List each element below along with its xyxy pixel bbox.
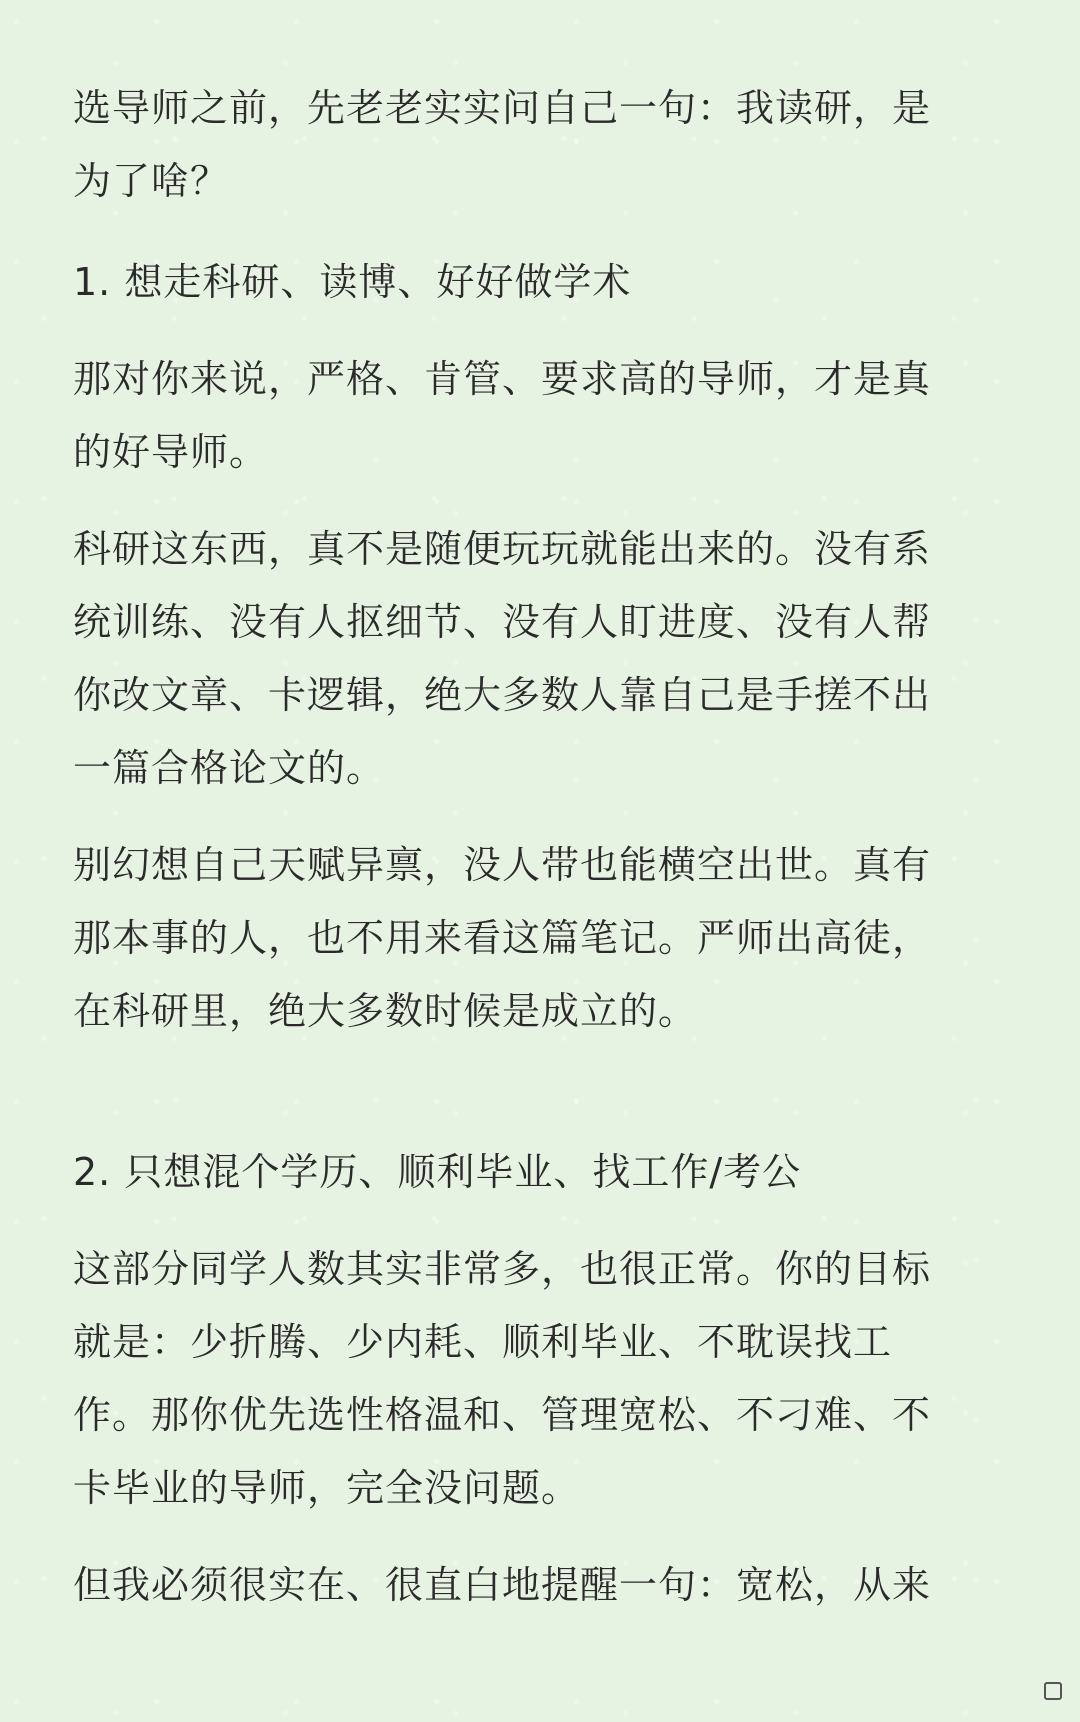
section2-paragraph2: [73, 1549, 1008, 1622]
text-line: 别幻想自己天赋异禀，没人带也能横空出世。真有: [73, 843, 932, 887]
text-line: 统训练、没有人抠细节、没有人盯进度、没有人帮: [73, 600, 932, 644]
text-line: 在科研里，绝大多数时候是成立的。: [73, 989, 698, 1033]
text-line: 那本事的人，也不用来看这篇笔记。严师出高徒，: [73, 916, 932, 960]
text-line: 的好导师。: [73, 430, 269, 474]
intro-paragraph: [73, 72, 1008, 218]
section1-paragraph2: [73, 513, 1008, 805]
text-line: 但我必须很实在、很直白地提醒一句：宽松，从来: [73, 1563, 932, 1607]
text-line: 为了啥？: [73, 159, 230, 203]
expand-icon[interactable]: [1044, 1682, 1062, 1700]
section1-paragraph3: [73, 829, 1008, 1048]
note-content: [73, 72, 1008, 1622]
text-line: 科研这东西，真不是随便玩玩就能出来的。没有系: [73, 527, 932, 571]
text-line: 就是：少折腾、少内耗、顺利毕业、不耽误找工: [73, 1320, 893, 1364]
text-line: 你改文章、卡逻辑，绝大多数人靠自己是手搓不出: [73, 673, 932, 717]
section2-paragraph1: [73, 1233, 1008, 1525]
text-line: 作。那你优先选性格温和、管理宽松、不刁难、不: [73, 1393, 932, 1437]
section-heading-1: 1. 想走科研、读博、好好做学术: [73, 260, 632, 304]
text-line: 卡毕业的导师，完全没问题。: [73, 1466, 581, 1510]
text-fade-overlay: [770, 1640, 1070, 1710]
text-line: 一篇合格论文的。: [73, 746, 386, 790]
text-line: 选导师之前，先老老实实问自己一句：我读研，是: [73, 86, 932, 130]
text-line: 这部分同学人数其实非常多，也很正常。你的目标: [73, 1247, 932, 1291]
text-line: 那对你来说，严格、肯管、要求高的导师，才是真: [73, 357, 932, 401]
section-heading-2: 2. 只想混个学历、顺利毕业、找工作/考公: [73, 1150, 802, 1194]
section1-paragraph1: [73, 343, 1008, 489]
